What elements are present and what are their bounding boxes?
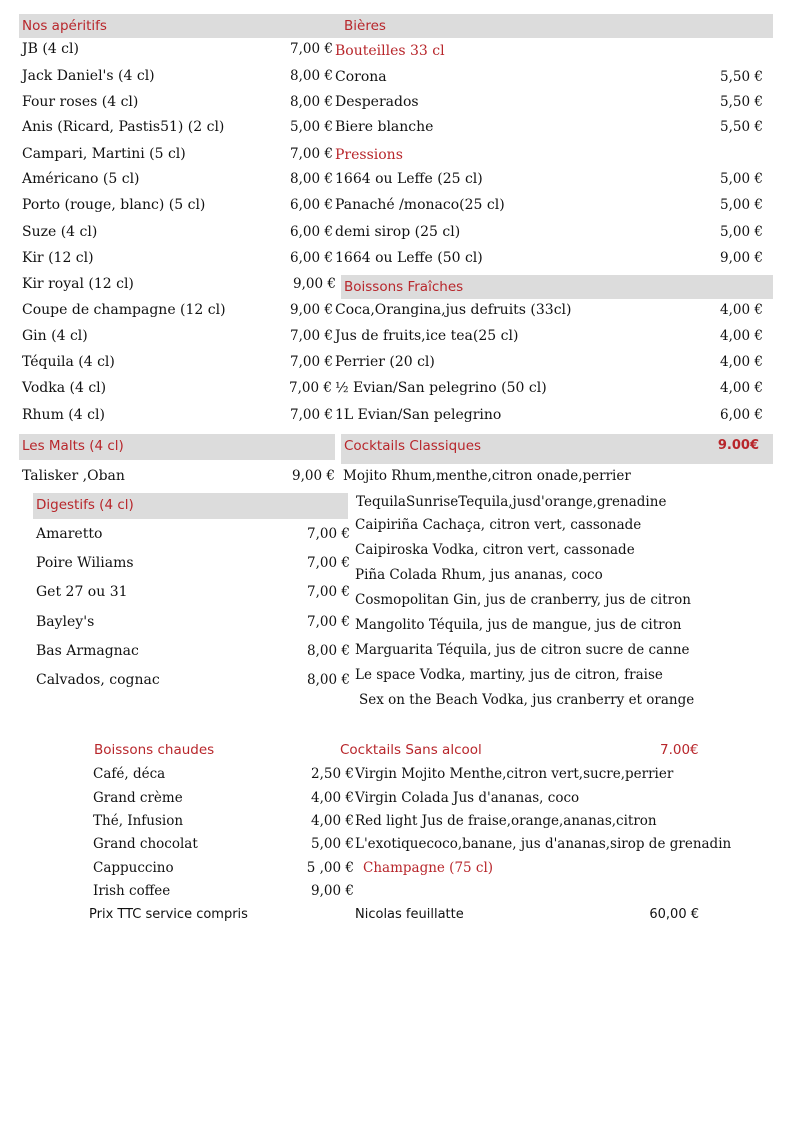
sans-alcool-title: Cocktails Sans alcool (340, 742, 482, 758)
cocktail-item: Mangolito Téquila, jus de mangue, jus de citron (355, 617, 682, 633)
chaudes-title: Boissons chaudes (94, 742, 215, 758)
biere-bouteille-price: 5,50 € (720, 69, 763, 85)
sans-alcool-item: Virgin Colada Jus d'ananas, coco (355, 790, 580, 806)
champagne-name: Nicolas feuillatte (355, 907, 464, 922)
chaude-price: 4,00 € (311, 790, 354, 806)
aperitif-name: JB (4 cl) (22, 41, 79, 57)
aperitif-price: 8,00 € (290, 94, 333, 110)
cocktail-item: Mojito Rhum,menthe,citron onade,perrier (343, 468, 631, 484)
fraiches-header (341, 275, 773, 299)
cocktails-title: Cocktails Classiques (344, 438, 482, 454)
digestif-name: Poire Wiliams (36, 555, 134, 571)
cocktails-price: 9.00€ (717, 438, 759, 453)
biere-bouteille-price: 5,50 € (720, 94, 763, 110)
chaude-price: 2,50 € (311, 766, 354, 782)
biere-pression-price: 5,00 € (720, 171, 763, 187)
fraiche-name: ½ Evian/San pelegrino (50 cl) (335, 380, 547, 396)
cocktail-item: Piña Colada Rhum, jus ananas, coco (355, 567, 603, 583)
digestifs-title: Digestifs (4 cl) (36, 497, 134, 513)
aperitif-name: Vodka (4 cl) (22, 380, 107, 396)
aperitif-name: Jack Daniel's (4 cl) (22, 68, 155, 84)
aperitif-price: 7,00 € (290, 354, 333, 370)
champagne-title: Champagne (75 cl) (363, 860, 494, 876)
chaude-name: Grand crème (93, 790, 183, 806)
aperitif-name: Gin (4 cl) (22, 328, 88, 344)
aperitif-price: 6,00 € (290, 224, 333, 240)
aperitif-name: Anis (Ricard, Pastis51) (2 cl) (22, 119, 225, 135)
biere-pression-name: Panaché /monaco(25 cl) (335, 197, 505, 213)
cocktail-item: Caipiriña Cachaça, citron vert, cassonade (355, 517, 642, 533)
sans-alcool-item: L'exotiquecoco,banane, jus d'ananas,sirop de grenadin (355, 836, 732, 852)
cocktail-item: Marguarita Téquila, jus de citron sucre de canne (355, 642, 690, 658)
fraiche-price: 4,00 € (720, 302, 763, 318)
fraiche-name: Coca,Orangina,jus defruits (33cl) (335, 302, 572, 318)
aperitif-name: Kir (12 cl) (22, 250, 94, 266)
chaude-price: 5 ,00 € (306, 860, 354, 876)
aperitif-price: 9,00 € (290, 302, 333, 318)
digestif-price: 8,00 € (307, 643, 350, 659)
cocktails-header (341, 434, 773, 464)
digestif-name: Bayley's (36, 614, 95, 630)
digestif-price: 7,00 € (307, 614, 350, 630)
aperitif-price: 8,00 € (290, 171, 333, 187)
chaudes-footer: Prix TTC service compris (89, 907, 248, 922)
biere-bouteille-price: 5,50 € (720, 119, 763, 135)
aperitif-name: Rhum (4 cl) (22, 407, 105, 423)
biere-bouteille-name: Desperados (335, 94, 419, 110)
digestif-price: 7,00 € (307, 555, 350, 571)
aperitif-name: Suze (4 cl) (22, 224, 98, 240)
malts-title: Les Malts (4 cl) (22, 438, 124, 454)
chaude-price: 9,00 € (311, 883, 354, 899)
aperitifs-header (19, 14, 341, 38)
digestif-price: 7,00 € (307, 526, 350, 542)
aperitif-name: Téquila (4 cl) (22, 354, 115, 370)
aperitif-price: 7,00 € (289, 380, 332, 396)
cocktail-item: Caipiroska Vodka, citron vert, cassonade (355, 542, 635, 558)
biere-pression-price: 9,00 € (720, 250, 763, 266)
fraiche-price: 4,00 € (720, 328, 763, 344)
sans-alcool-item: Virgin Mojito Menthe,citron vert,sucre,perrier (355, 766, 674, 782)
fraiche-name: Jus de fruits,ice tea(25 cl) (335, 328, 519, 344)
sans-alcool-price: 7.00€ (660, 742, 699, 758)
chaude-name: Thé, Infusion (93, 813, 184, 829)
aperitif-price: 7,00 € (290, 328, 333, 344)
fraiche-price: 4,00 € (720, 380, 763, 396)
aperitif-name: Kir royal (12 cl) (22, 276, 134, 292)
digestif-price: 7,00 € (307, 584, 350, 600)
biere-pression-price: 5,00 € (720, 224, 763, 240)
digestif-name: Bas Armagnac (36, 643, 139, 659)
bieres-title: Bières (344, 18, 386, 34)
cocktail-item: Sex on the Beach Vodka, jus cranberry et orange (359, 692, 695, 708)
chaude-name: Café, déca (93, 766, 166, 782)
aperitif-name: Porto (rouge, blanc) (5 cl) (22, 197, 206, 213)
malts-header (19, 434, 335, 460)
aperitif-price: 5,00 € (290, 119, 333, 135)
chaude-name: Grand chocolat (93, 836, 198, 852)
malt-name: Talisker ,Oban (22, 468, 125, 484)
biere-bouteille-name: Biere blanche (335, 119, 434, 135)
digestif-name: Calvados, cognac (36, 672, 160, 688)
fraiche-price: 6,00 € (720, 407, 763, 423)
aperitif-name: Coupe de champagne (12 cl) (22, 302, 226, 318)
aperitif-price: 7,00 € (290, 146, 333, 162)
aperitif-price: 9,00 € (293, 276, 336, 292)
fraiche-name: Perrier (20 cl) (335, 354, 435, 370)
aperitif-name: Four roses (4 cl) (22, 94, 139, 110)
biere-pression-name: demi sirop (25 cl) (335, 224, 461, 240)
biere-bouteille-name: Corona (335, 69, 387, 85)
aperitif-price: 6,00 € (290, 250, 333, 266)
aperitif-price: 8,00 € (290, 68, 333, 84)
chaude-price: 4,00 € (311, 813, 354, 829)
aperitif-price: 7,00 € (290, 407, 333, 423)
digestif-price: 8,00 € (307, 672, 350, 688)
aperitif-price: 6,00 € (290, 197, 333, 213)
pressions-subtitle: Pressions (335, 147, 403, 163)
fraiches-title: Boissons Fraîches (344, 279, 464, 295)
malt-price: 9,00 € (292, 468, 335, 484)
aperitif-name: Campari, Martini (5 cl) (22, 146, 186, 162)
digestif-name: Get 27 ou 31 (36, 584, 128, 600)
chaude-name: Cappuccino (93, 860, 174, 876)
digestifs-header (33, 493, 348, 519)
digestif-name: Amaretto (36, 526, 103, 542)
aperitif-price: 7,00 € (290, 41, 333, 57)
sans-alcool-item: Red light Jus de fraise,orange,ananas,citron (355, 813, 657, 829)
fraiche-price: 4,00 € (720, 354, 763, 370)
aperitif-name: Américano (5 cl) (22, 171, 140, 187)
cocktail-item: Le space Vodka, martiny, jus de citron, fraise (355, 667, 663, 683)
chaude-price: 5,00 € (311, 836, 354, 852)
champagne-price: 60,00 € (649, 907, 699, 922)
cocktail-item: TequilaSunriseTequila,jusd'orange,grenadine (356, 494, 667, 510)
bouteilles-subtitle: Bouteilles 33 cl (335, 43, 445, 59)
aperitifs-title: Nos apéritifs (22, 18, 107, 34)
biere-pression-name: 1664 ou Leffe (50 cl) (335, 250, 483, 266)
biere-pression-name: 1664 ou Leffe (25 cl) (335, 171, 483, 187)
cocktail-item: Cosmopolitan Gin, jus de cranberry, jus de citron (355, 592, 691, 608)
biere-pression-price: 5,00 € (720, 197, 763, 213)
fraiche-name: 1L Evian/San pelegrino (335, 407, 502, 423)
chaude-name: Irish coffee (93, 883, 171, 899)
bieres-header (341, 14, 773, 38)
